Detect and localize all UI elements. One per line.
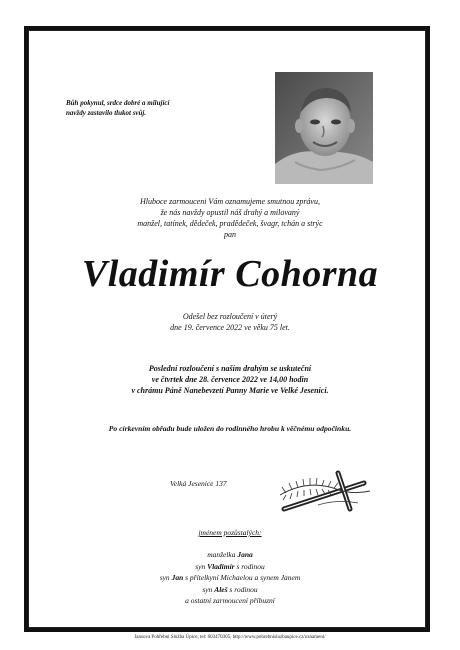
motto xyxy=(66,98,226,118)
cross-with-palm-icon xyxy=(278,465,376,515)
announcement-line-4: pan xyxy=(224,230,236,239)
address: Velká Jesenice 137 xyxy=(170,479,227,488)
mourners-list xyxy=(90,549,370,607)
mourner-item: syn Jan s přítelkyní Michaelou a synem Janem xyxy=(159,573,301,583)
mourner-item: manželka Jana xyxy=(207,550,253,559)
announcement-line-2: že nás navždy opustil náš drahý a milovaný xyxy=(160,208,300,217)
funeral-line-3: v chrámu Páně Nanebevzetí Panny Marie ve Velké Jesenici. xyxy=(131,386,329,395)
footer-funeral-service: Jansova Pohřební Služba Úpice, tel: 603470305, http://www.pohrebnisluzbaupice.cz/oznameni/ xyxy=(134,635,326,640)
funeral-line-1: Poslední rozloučení s naším drahým se uskuteční xyxy=(148,364,312,373)
deceased-name: Vladimír Cohorna xyxy=(81,253,379,295)
motto-line-2: navždy zastavilo tlukot svůj. xyxy=(66,109,147,117)
death-notice-line-1: Odešel bez rozloučení v úterý xyxy=(182,312,278,321)
motto-line-1: Bůh pokynul, srdce dobré a milující xyxy=(66,99,170,107)
death-notice-line-2: dne 19. července 2022 ve věku 75 let. xyxy=(170,323,290,332)
announcement-line-3: manžel, tatínek, dědeček, pradědeček, švagr, tchán a strýc xyxy=(137,219,323,228)
mourner-item: syn Vladimír s rodinou xyxy=(195,561,265,571)
funeral-line-2: ve čtvrtek dne 28. července 2022 ve 14,00 hodin xyxy=(151,375,309,384)
funeral-info xyxy=(40,363,420,396)
announcement xyxy=(60,196,400,240)
mourner-item: a ostatní zarmoucení příbuzní xyxy=(185,596,275,606)
death-notice xyxy=(60,311,400,333)
in-name-of-bereaved xyxy=(130,528,330,538)
portrait-photo xyxy=(275,72,373,184)
announcement-line-1: Hluboce zarmouceni Vám oznamujeme smutnou zprávu, xyxy=(140,197,320,206)
urn-notice: Po církevním obřadu bude uložen do rodinného hrobu k věčnému odpočinku. xyxy=(108,424,352,433)
in-name-label: jménem pozůstalých: xyxy=(198,528,262,537)
portrait-image xyxy=(275,72,373,184)
mourner-item: syn Aleš s rodinou xyxy=(202,584,258,594)
